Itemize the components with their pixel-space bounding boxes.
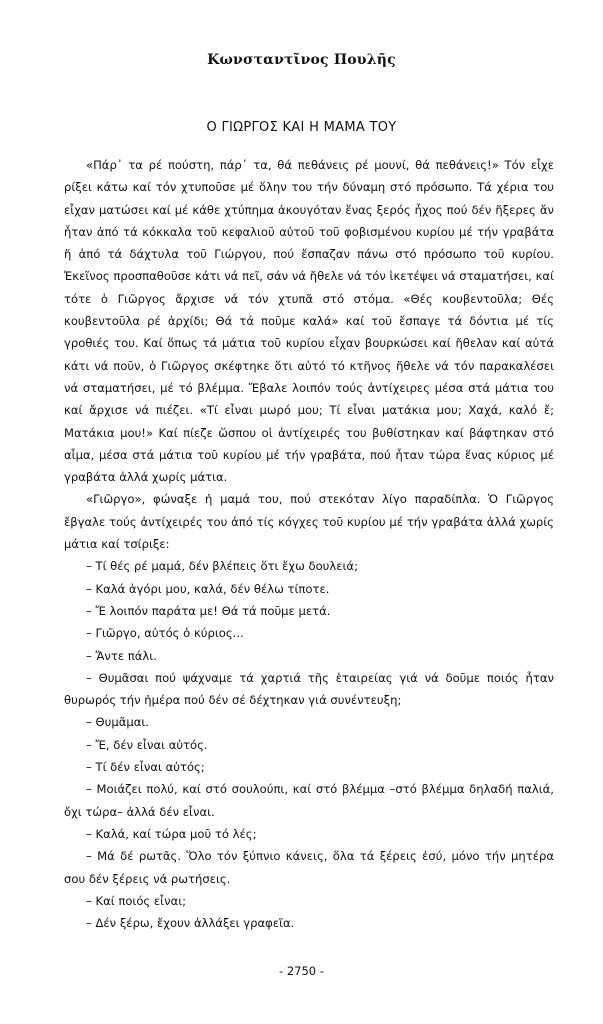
story-body (64, 154, 554, 934)
dialogue-line: – Δέν ξέρω, ἔχουν ἀλλάξει γραφεῖα. (86, 916, 295, 931)
dialogue-line: – Γιῶργο, αὐτός ὁ κύριος... (86, 626, 244, 641)
paragraph: «Πάρ᾽ τα ρέ πούστη, πάρ᾽ τα, θά πεθάνεις ρέ μουνί, θά πεθάνεις!» Τόν εἶχε ρίξει κάτω καί τόν χτυποῦσε μέ ὅλην του τήν δύναμη στό πρόσωπο. Τά χέρια του εἶχαν ματώσει καί μέ κάθε χτύπημα ἀκουγόταν ἕνας ξερός ἦχος πού δέν ἤξερες ἄν ἦταν ἀπό τά κόκκαλα τοῦ κεφαλιοῦ αὐτοῦ τοῦ φοβισμένου κυρίου μέ τήν γραβάτα ἤ ἀπό τά δάχτυλα τοῦ Γιώργου, πού ἔσπαζαν πάνω στό πρόσωπο τοῦ κυρίου. Ἐκεῖνος προσπαθοῦσε κάτι νά πεῖ, σάν νά ἤθελε νά τόν ἱκετέψει νά σταματήσει, καί τότε ὁ Γιῶργος ἄρχισε νά τόν χτυπᾶ στό στόμα. «Θές κουβεντοῦλα; Θές κουβεντοῦλα ρέ ἀρχίδι; Θά τά ποῦμε καλά» καί τοῦ ἔσπαγε τά δόντια μέ τίς γροθιές του. Καί ὅπως τά μάτια τοῦ κυρίου εἶχαν βουρκώσει καί ἤθελαν καί αὐτά κάτι νά ποῦν, ὁ Γιῶργος σκέφτηκε ὅτι αὐτό τό κτῆνος ἤθελε νά τόν παρακαλέσει νά σταματήσει, μέ τό βλέμμα. Ἔβαλε λοιπόν τούς ἀντίχειρες μέσα στά μάτια του καί ἄρχισε νά πιέζει. «Τί εἶναι μωρό μου; Τί εἶναι ματάκια μου; Χαχά, καλό ἔ; Ματάκια μου!» Καί πίεζε ὥσπου οἱ ἀντίχειρές του βυθίστηκαν καί βάφτηκαν στό αἷμα, μέσα στά μάτια τοῦ κυρίου μέ τήν γραβάτα, πού ἦταν τώρα ἕνας κύριος μέ γραβάτα ἀλλά χωρίς μάτια. (64, 158, 554, 485)
dialogue-line: – Καί ποιός εἶναι; (86, 893, 187, 908)
dialogue-line: – Ἔ λοιπόν παράτα με! Θά τά ποῦμε μετά. (86, 603, 331, 618)
dialogue-line: – Καλά, καί τώρα μοῦ τό λές; (86, 826, 257, 841)
dialogue-line: – Τί θές ρέ μαμά, δέν βλέπεις ὅτι ἔχω δουλειά; (86, 559, 358, 574)
author-name: Κωνσταντῖνος Πουλῆς (207, 52, 396, 68)
dialogue-line: – Ἔ, δέν εἶναι αὐτός. (86, 737, 208, 752)
page-number: - 2750 - (279, 964, 324, 978)
dialogue-line: – Θυμᾶσαι πού ψάχναμε τά χαρτιά τῆς ἑταιρείας γιά νά δοῦμε ποιός ἦταν θυρωρός τήν ἡμέρα πού δέν σέ δέχτηκαν γιά συνέντευξη; (64, 670, 554, 708)
dialogue-line: – Μά δέ ρωτᾶς. Ὅλο τόν ξύπνιο κάνεις, ὅλα τά ξέρεις ἐσύ, μόνο τήν μητέρα σου δέν ξέρεις νά ρωτήσεις. (64, 849, 554, 886)
paragraph: «Γιῶργο», φώναξε ἡ μαμά του, πού στεκόταν λίγο παραδίπλα. Ὁ Γιῶργος ἔβγαλε τούς ἀντίχειρές του ἀπό τίς κόγχες τοῦ κυρίου μέ τήν γραβάτα ἀλλά χωρίς μάτια καί τσίριξε: (64, 492, 554, 552)
story-title: Ο ΓΙΩΡΓΟΣ ΚΑΙ Η ΜΑΜΑ ΤΟΥ (206, 120, 397, 135)
dialogue-line: – Τί δέν εἶναι αὐτός; (86, 760, 205, 775)
dialogue-line: – Ἄντε πάλι. (86, 648, 157, 663)
dialogue-line: – Θυμᾶμαι. (86, 715, 149, 730)
dialogue-line: – Μοιάζει πολύ, καί στό σουλούπι, καί στό βλέμμα –στό βλέμμα δηλαδή παλιά, ὄχι τώρα– ἀλλά δέν εἶναι. (64, 782, 554, 819)
dialogue-line: – Καλά ἀγόρι μου, καλά, δέν θέλω τίποτε. (86, 581, 330, 596)
